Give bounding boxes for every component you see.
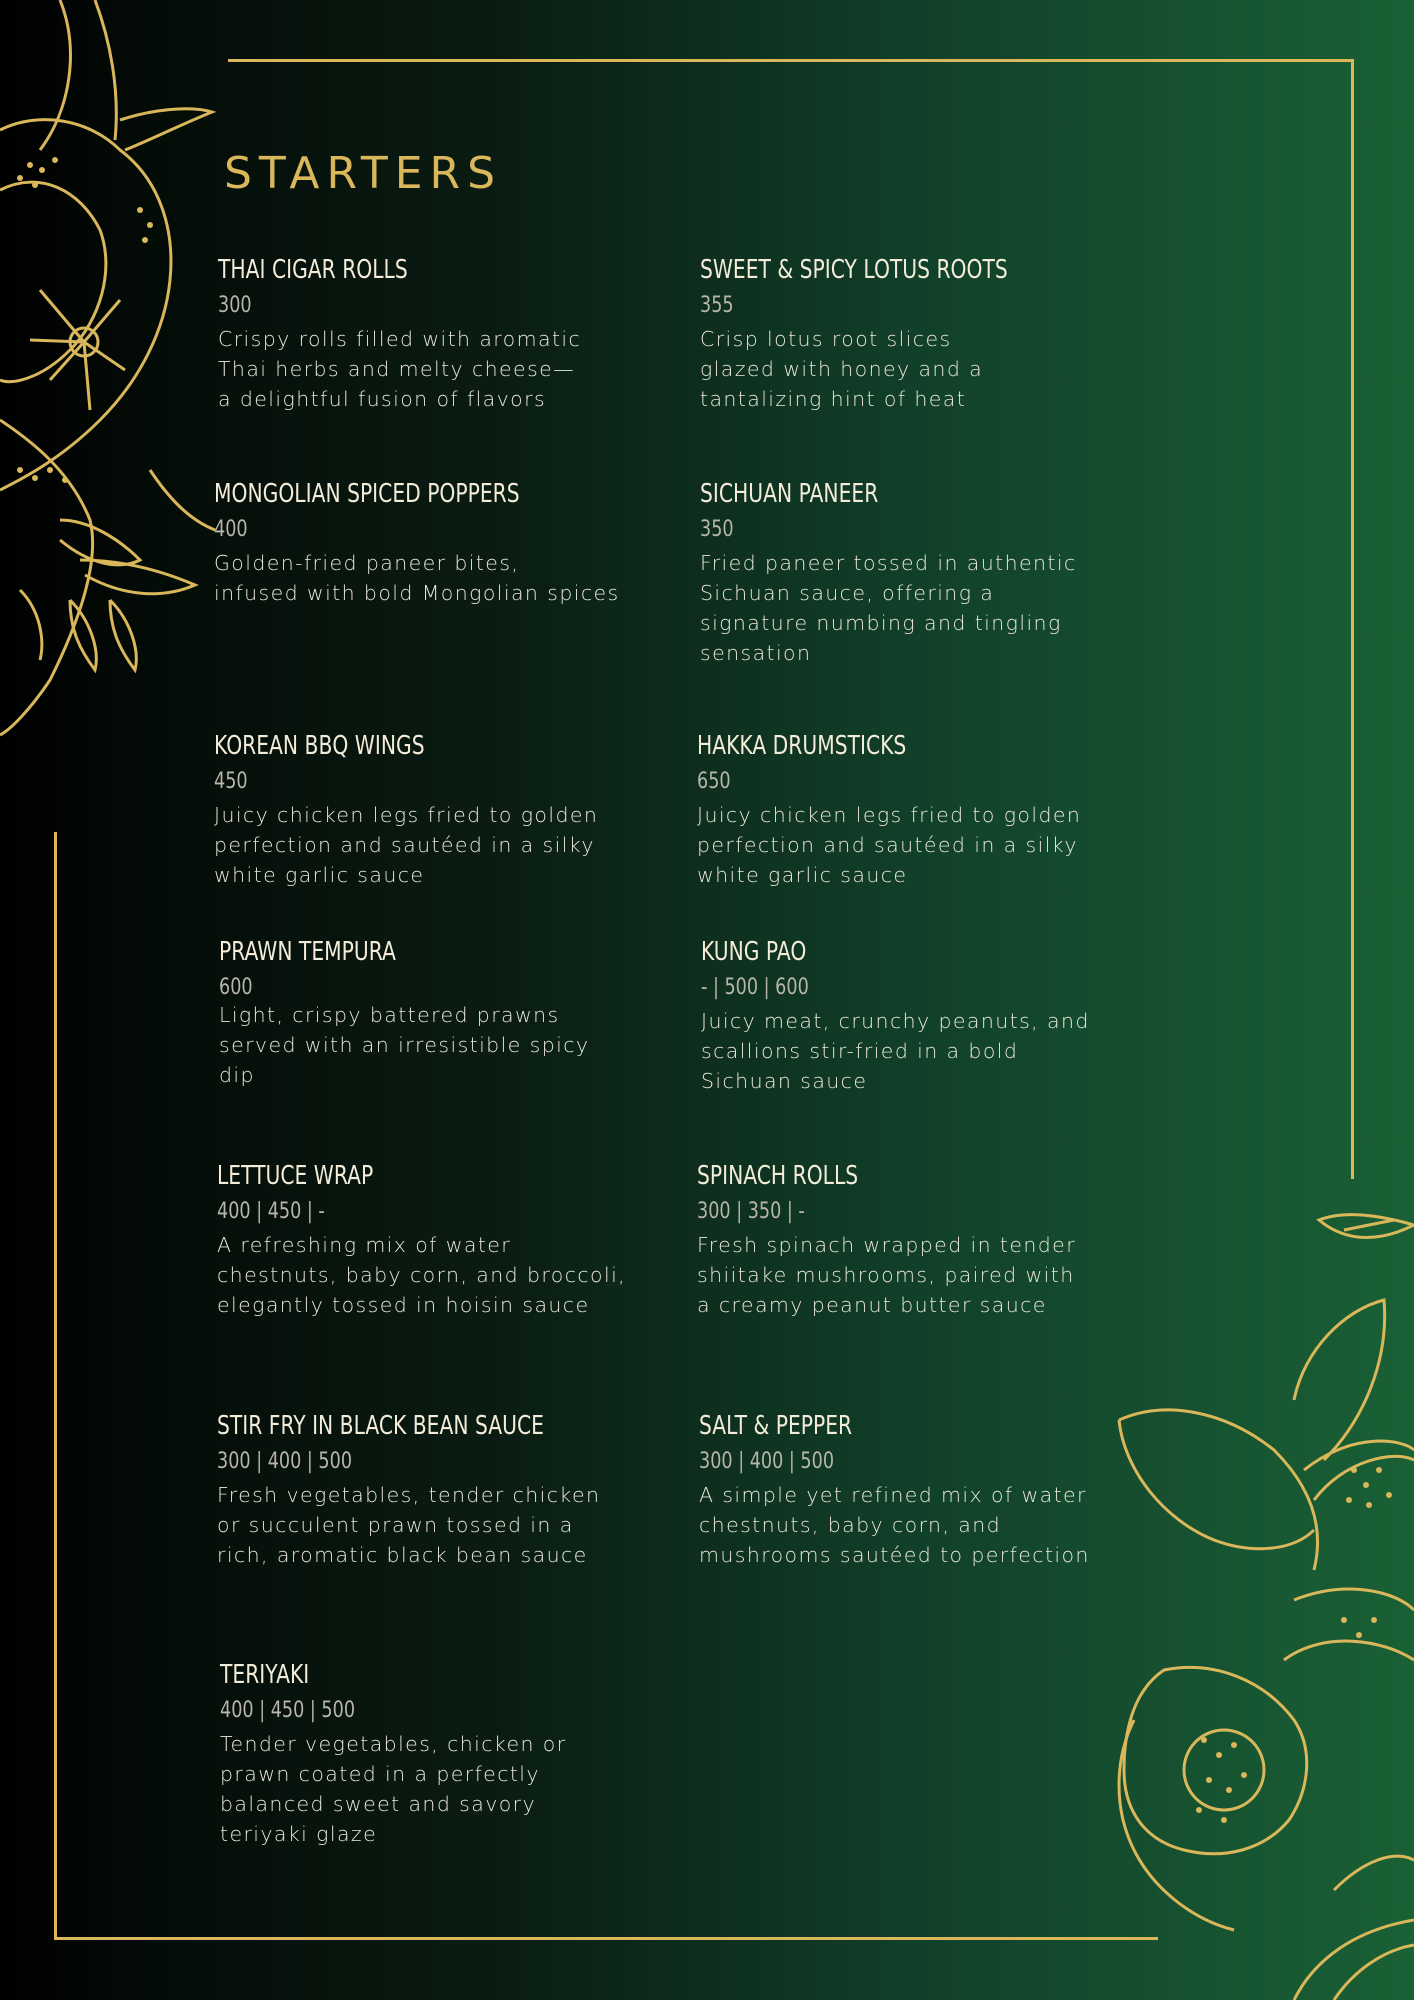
item-name: STIR FRY IN BLACK BEAN SAUCE	[217, 1411, 544, 1441]
item-name: MONGOLIAN SPICED POPPERS	[214, 479, 520, 509]
frame-bottom-line	[54, 1937, 1158, 1940]
menu-item	[701, 936, 1151, 1096]
floral-decoration-bottom-right	[1104, 1200, 1414, 2000]
item-price: 450	[214, 769, 248, 794]
item-description: Juicy chicken legs fried to golden perfection and sautéed in a silky white garlic sauce	[214, 803, 599, 887]
item-description: Light, crispy battered prawns served with an irresistible spicy dip	[219, 1003, 590, 1087]
item-name: PRAWN TEMPURA	[219, 937, 396, 967]
item-description: Crispy rolls filled with aromatic Thai herbs and melty cheese— a delightful fusion of flavors	[218, 327, 582, 411]
item-price: 355	[700, 293, 734, 318]
item-name: KOREAN BBQ WINGS	[214, 731, 425, 761]
menu-item	[218, 254, 668, 414]
item-name: SWEET & SPICY LOTUS ROOTS	[700, 255, 1008, 285]
item-name: HAKKA DRUMSTICKS	[697, 731, 907, 761]
item-price: - | 500 | 600	[701, 975, 809, 1000]
menu-item	[697, 1160, 1147, 1320]
item-name: SALT & PEPPER	[699, 1411, 853, 1441]
menu-item	[217, 1160, 667, 1320]
menu-item	[219, 936, 669, 1090]
menu-item	[214, 478, 664, 608]
menu-item	[699, 1410, 1149, 1570]
menu-item	[214, 730, 664, 890]
frame-right-line	[1351, 59, 1354, 1179]
menu-item	[700, 254, 1150, 414]
item-description: A simple yet refined mix of water chestnuts, baby corn, and mushrooms sautéed to perfection	[699, 1483, 1090, 1567]
item-price: 300	[218, 293, 252, 318]
page-title: STARTERS	[224, 148, 503, 199]
item-name: TERIYAKI	[220, 1660, 310, 1690]
item-price: 350	[700, 517, 734, 542]
item-description: A refreshing mix of water chestnuts, baby corn, and broccoli, elegantly tossed in hoisin sauce	[217, 1233, 627, 1317]
item-name: THAI CIGAR ROLLS	[218, 255, 408, 285]
item-price: 400 | 450 | 500	[220, 1698, 356, 1723]
menu-item	[697, 730, 1147, 890]
item-price: 300 | 350 | -	[697, 1199, 805, 1224]
menu-item	[217, 1410, 667, 1570]
item-price: 650	[697, 769, 731, 794]
menu-item	[700, 478, 1150, 668]
item-description: Tender vegetables, chicken or prawn coated in a perfectly balanced sweet and savory teriyaki glaze	[220, 1732, 567, 1846]
item-price: 300 | 400 | 500	[217, 1449, 353, 1474]
item-description: Fresh spinach wrapped in tender shiitake mushrooms, paired with a creamy peanut butter sauce	[697, 1233, 1077, 1317]
item-description: Golden-fried paneer bites, infused with bold Mongolian spices	[214, 551, 620, 605]
item-description: Juicy chicken legs fried to golden perfection and sautéed in a silky white garlic sauce	[697, 803, 1082, 887]
item-price: 400	[214, 517, 248, 542]
frame-left-line	[54, 832, 57, 1940]
menu-item	[220, 1659, 670, 1849]
item-description: Juicy meat, crunchy peanuts, and scallions stir-fried in a bold Sichuan sauce	[701, 1009, 1090, 1093]
item-name: LETTUCE WRAP	[217, 1161, 374, 1191]
item-name: SPINACH ROLLS	[697, 1161, 859, 1191]
floral-decoration-top-left	[0, 0, 230, 740]
item-price: 600	[219, 975, 253, 1000]
item-description: Crisp lotus root slices glazed with honey and a tantalizing hint of heat	[700, 327, 984, 411]
item-name: SICHUAN PANEER	[700, 479, 879, 509]
item-price: 300 | 400 | 500	[699, 1449, 835, 1474]
item-description: Fresh vegetables, tender chicken or succulent prawn tossed in a rich, aromatic black bean sauce	[217, 1483, 601, 1567]
frame-top-line	[228, 59, 1354, 62]
item-price: 400 | 450 | -	[217, 1199, 325, 1224]
item-description: Fried paneer tossed in authentic Sichuan sauce, offering a signature numbing and tingling sensation	[700, 551, 1077, 665]
item-name: KUNG PAO	[701, 937, 807, 967]
